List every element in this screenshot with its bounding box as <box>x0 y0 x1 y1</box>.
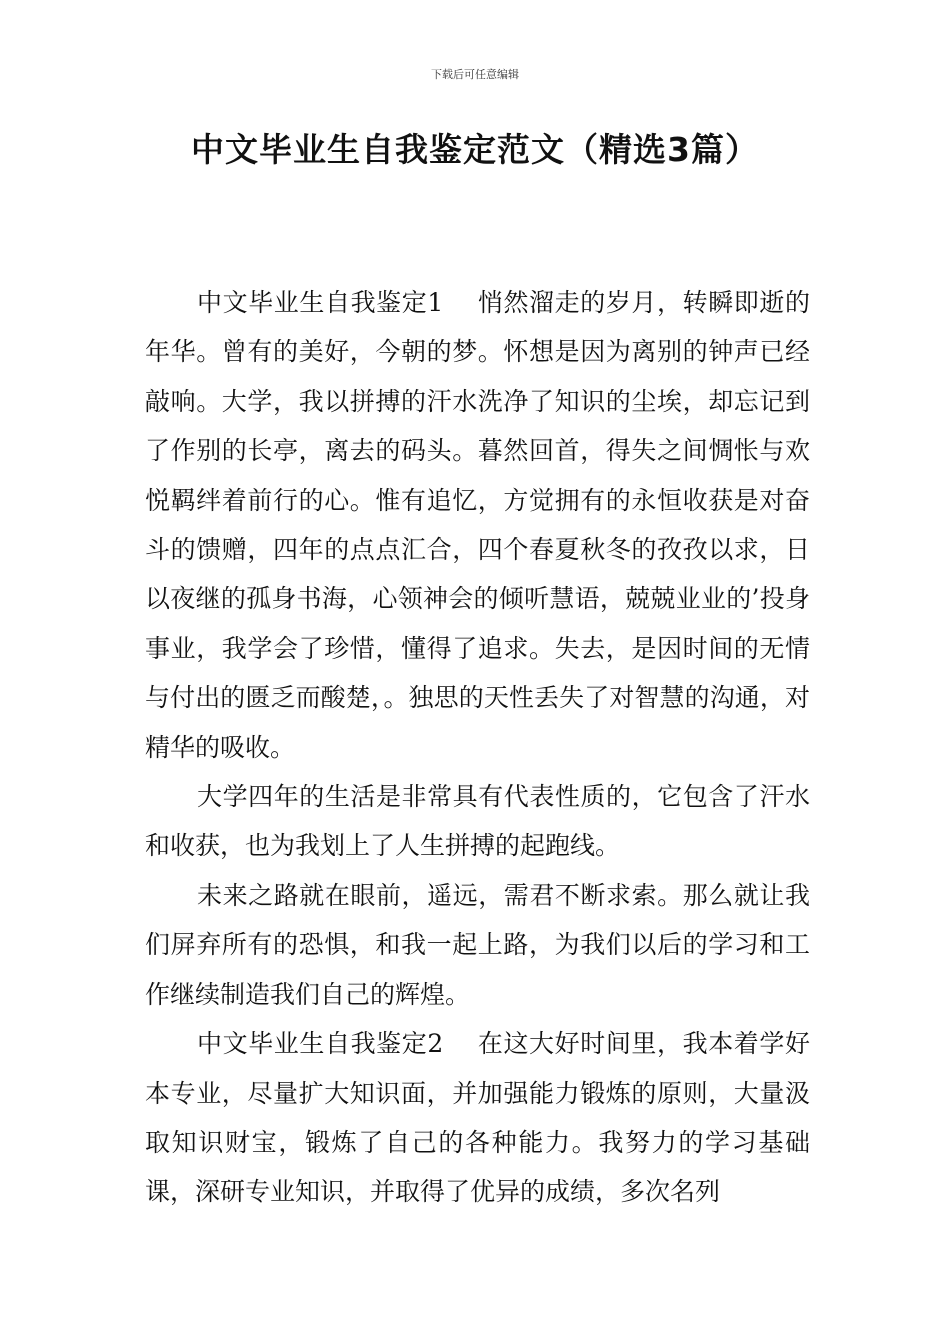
section-heading-1: 中文毕业生自我鉴定1 <box>197 288 444 317</box>
document-title: 中文毕业生自我鉴定范文（精选3篇） <box>191 130 759 169</box>
paragraph-appraisal-1 <box>145 278 810 772</box>
document-body <box>145 278 810 1217</box>
paragraph-future-road <box>145 871 810 1019</box>
paragraph-text: 未来之路就在眼前，遥远，需君不断求索。那么就让我们屏弃所有的恐惧，和我一起上路，为我们以后的学习和工作继续制造我们自己的辉煌。 <box>145 880 810 1009</box>
paragraph-text: 在这大好时间里，我本着学好本专业，尽量扩大知识面，并加强能力锻炼的原则，大量汲取知识财宝，锻炼了自己的各种能力。我努力的学习基础课，深研专业知识，并取得了优异的成绩，多次名列 <box>145 1029 810 1207</box>
paragraph-text: 大学四年的生活是非常具有代表性质的，它包含了汗水和收获，也为我划上了人生拼搏的起跑线。 <box>145 782 810 861</box>
paragraph-university-life <box>145 772 810 871</box>
section-heading-2: 中文毕业生自我鉴定2 <box>197 1029 444 1059</box>
header-note: 下载后可任意编辑 <box>431 68 519 81</box>
paragraph-appraisal-2 <box>145 1019 810 1217</box>
paragraph-text: 悄然溜走的岁月，转瞬即逝的年华。曾有的美好，今朝的梦。怀想是因为离别的钟声已经敲响。大学，我以拼搏的汗水洗净了知识的尘埃，却忘记到了作别的长亭，离去的码头。暮然回首，得失之间惆怅与欢悦羁绊着前行的心。惟有追忆，方觉拥有的永恒收获是对奋斗的馈赠，四年的点点汇合，四个春夏秋冬的孜孜以求，日以夜继的孤身书海，心领神会的倾听慧语，兢兢业业的’投身事业，我学会了珍惜，懂得了追求。失去，是因时间的无情与付出的匮乏而酸楚，。独思的天性丢失了对智慧的沟通，对精华的吸收。 <box>145 288 810 762</box>
